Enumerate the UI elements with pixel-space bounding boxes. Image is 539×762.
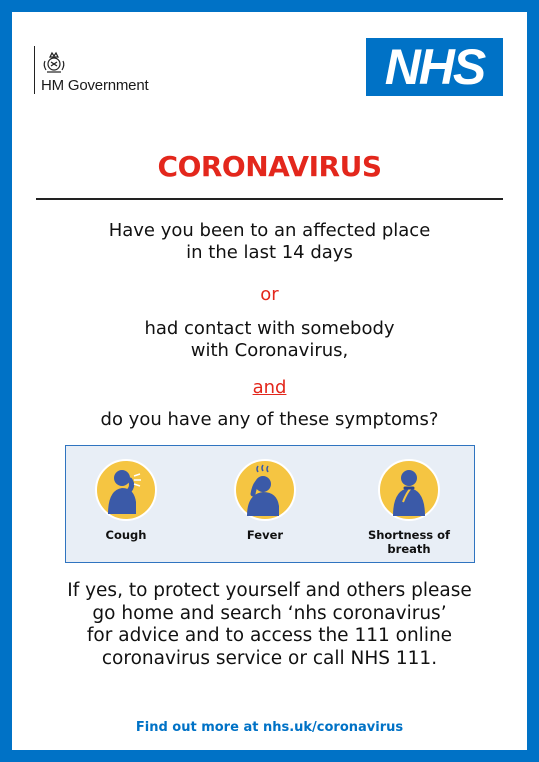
symptom-label-shortness-of-breath: Shortness of breath [367, 528, 451, 556]
government-name: HM Government [41, 77, 149, 94]
nhs-logo: NHS [366, 38, 503, 96]
connector-or: or [260, 284, 279, 305]
connector-and: and [252, 377, 287, 398]
symptom-fever [205, 458, 325, 542]
hm-government-logo [34, 46, 148, 94]
question-symptoms: do you have any of these symptoms? [100, 409, 439, 430]
royal-crest-icon [41, 49, 67, 75]
fever-icon [233, 458, 297, 522]
symptom-label-fever: Fever [246, 528, 284, 542]
cough-icon [94, 458, 158, 522]
shortness-of-breath-icon [377, 458, 441, 522]
symptom-cough [66, 458, 186, 542]
symptom-label-cough: Cough [105, 528, 147, 542]
footer-link-text: Find out more at nhs.uk/coronavirus [135, 720, 404, 735]
symptoms-panel [65, 445, 475, 563]
symptom-shortness-of-breath [349, 458, 469, 556]
advice-text: If yes, to protect yourself and others please go home and search ‘nhs coronavirus’ for advice and to access the 111 online coronavirus service or call NHS 111. [67, 580, 472, 669]
question-affected-place: Have you been to an affected place in the last 14 days [108, 220, 431, 263]
gov-logo-rule [34, 46, 35, 94]
title-divider [36, 198, 503, 200]
page-title: CORONAVIRUS [157, 150, 382, 183]
question-contact: had contact with somebody with Coronavirus, [144, 318, 395, 361]
